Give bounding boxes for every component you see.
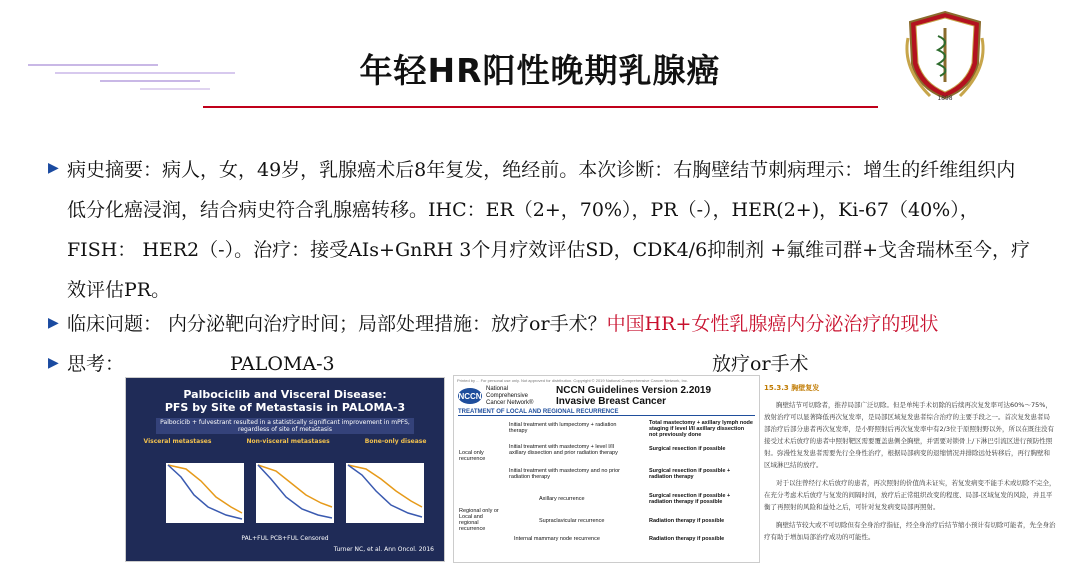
nccn-right-5: Radiation therapy if possible [649, 518, 725, 524]
guideline-heading: 15.3.3 胸壁复发 [764, 384, 820, 392]
slide-title: 年轻HR阳性晚期乳腺癌 [359, 51, 721, 90]
paloma3-footer: Turner NC, et al. Ann Oncol. 2016 [333, 546, 434, 553]
bullet-thinking-label: 思考： [67, 353, 125, 375]
guideline-paragraph-3: 胸壁结节较大或不可切除但有全身治疗指征，经全身治疗后结节缩小预计有切除可能者，先全身治疗有助于增加局部治疗成功的可能性。 [764, 521, 1056, 541]
section-non-visceral: Non-visceral metastases [246, 438, 330, 445]
paloma3-legend: PAL+FUL PCB+FUL Censored [241, 535, 329, 542]
nccn-section-title: TREATMENT OF LOCAL AND REGIONAL RECURRENCE [458, 409, 755, 416]
nccn-guideline-figure [453, 375, 760, 563]
paloma3-subtitle: Palbocicib + fulvestrant resulted in a statistically significant improvement in mPFS, regardless of site of metastasis [156, 418, 414, 434]
radio-or-surgery-label: 放疗or手术 [712, 353, 809, 375]
guideline-paragraph-2: 对于以往曾经行术后放疗的患者，再次照射的价值尚未证实，若复发病变不能手术或切除不完全，在充分考虑术后放疗与复发的间隔时间，放疗后正常组织改变的程度、局部-区域复发的风险，并且平衡了再照射的风险和益处之后，可针对复发病变局部再照射。 [764, 479, 1056, 511]
km-curves-plot [126, 445, 444, 535]
paloma3-title-1: Palbociclib and Visceral Disease: [183, 388, 387, 401]
section-bone-only: Bone-only disease [364, 438, 427, 445]
clinical-question-text: 临床问题： 内分泌靶向治疗时间；局部处理措施：放疗or手术？ [67, 313, 607, 335]
nccn-header-small: Printed by ... For personal use only. Not approved for distribution. Copyright © 2019 National Comprehensive Cancer Network, Inc. [457, 378, 688, 383]
nccn-logo-text: NCCN [458, 391, 482, 401]
nccn-mid-2: Initial treatment with mastectomy + level I/II axillary dissection and prior radiation therapy [509, 444, 618, 456]
paloma3-figure [125, 377, 445, 562]
nccn-left-regional: Regional only or Local and regional recurrence [459, 508, 499, 532]
triangle-bullet-icon: ▶ [48, 160, 59, 176]
triangle-bullet-icon: ▶ [48, 315, 59, 331]
clinical-question-highlight: 中国HR+女性乳腺癌内分泌治疗的现状 [606, 313, 939, 335]
nccn-right-4: Surgical resection if possible + radiation therapy if possible [649, 493, 731, 505]
nccn-mid-5: Supraclavicular recurrence [539, 518, 605, 524]
triangle-bullet-icon: ▶ [48, 355, 59, 371]
nccn-guide-title: NCCN Guidelines Version 2.2019 [556, 385, 712, 396]
university-emblem-logo [900, 8, 990, 102]
nccn-name: National Comprehensive Cancer Network® [486, 385, 534, 406]
nccn-right-6: Radiation therapy if possible [649, 536, 725, 542]
bullet-history-summary: 病史摘要：病人，女，49岁，乳腺癌术后8年复发，绝经前。本次诊断：右胸壁结节刺病理示：增生的纤维组织内低分化癌浸润，结合病史符合乳腺癌转移。IHC：ER（2+，70%），PR（-），HER(2+)，Ki-67（40%），FISH： HER2（-）。治疗：接受AIs+GnRH 3个月疗效评估SD，CDK4/6抑制剂 +氟维司群+戈舍瑞林至今，疗效评估PR。 [67, 159, 1031, 301]
nccn-right-3: Surgical resection if possible + radiation therapy [649, 468, 731, 480]
bullet-clinical-question [67, 304, 1032, 344]
section-visceral: Visceral metastases [143, 438, 212, 445]
paloma-label: PALOMA-3 [230, 353, 335, 375]
nccn-right-2: Surgical resection if possible [649, 446, 726, 452]
nccn-mid-6: Internal mammary node recurrence [514, 536, 600, 542]
km-plot-nonvisceral [256, 463, 334, 523]
km-plot-visceral [166, 463, 244, 523]
nccn-left-local: Local only recurrence [459, 450, 486, 462]
logo-year: 1898 [937, 95, 953, 102]
nccn-guide-subtitle: Invasive Breast Cancer [556, 396, 667, 407]
title-underline [203, 106, 878, 108]
km-plot-bone-only [346, 463, 424, 523]
nccn-mid-1: Initial treatment with lumpectomy + radiation therapy [509, 422, 617, 434]
nccn-logo [458, 388, 482, 404]
nccn-right-1: Total mastectomy + axillary lymph node staging if level I/II axillary dissection not previously done [649, 420, 753, 438]
paloma3-title-2: PFS by Site of Metastasis in PALOMA-3 [164, 401, 406, 414]
nccn-mid-4: Axillary recurrence [539, 496, 585, 502]
nccn-mid-3: Initial treatment with mastectomy and no prior radiation therapy [509, 468, 620, 480]
guideline-text-figure [760, 375, 1060, 569]
guideline-paragraph-1: 胸壁结节可切除者，推荐局部广泛切除。但是单纯手术切除的后续再次复发率可达60%～75%，放射治疗可以显著降低再次复发率，是局部区域复发患者综合治疗的主要手段之一。首次复发患者局部治疗后部分患者再次复发率，是小野照射后再次复发率中有2/3位于原照射野以外，所以在既往没有接受过术后放疗的患者中照射靶区需要覆盖患侧全胸壁，并需要对锁骨上/下淋巴引流区进行预防性照射。弥漫性复发患者需要先行全身性治疗，根据局部病变的退缩情况并排除远处转移后，再行胸壁和区域淋巴结的放疗。 [764, 401, 1054, 469]
